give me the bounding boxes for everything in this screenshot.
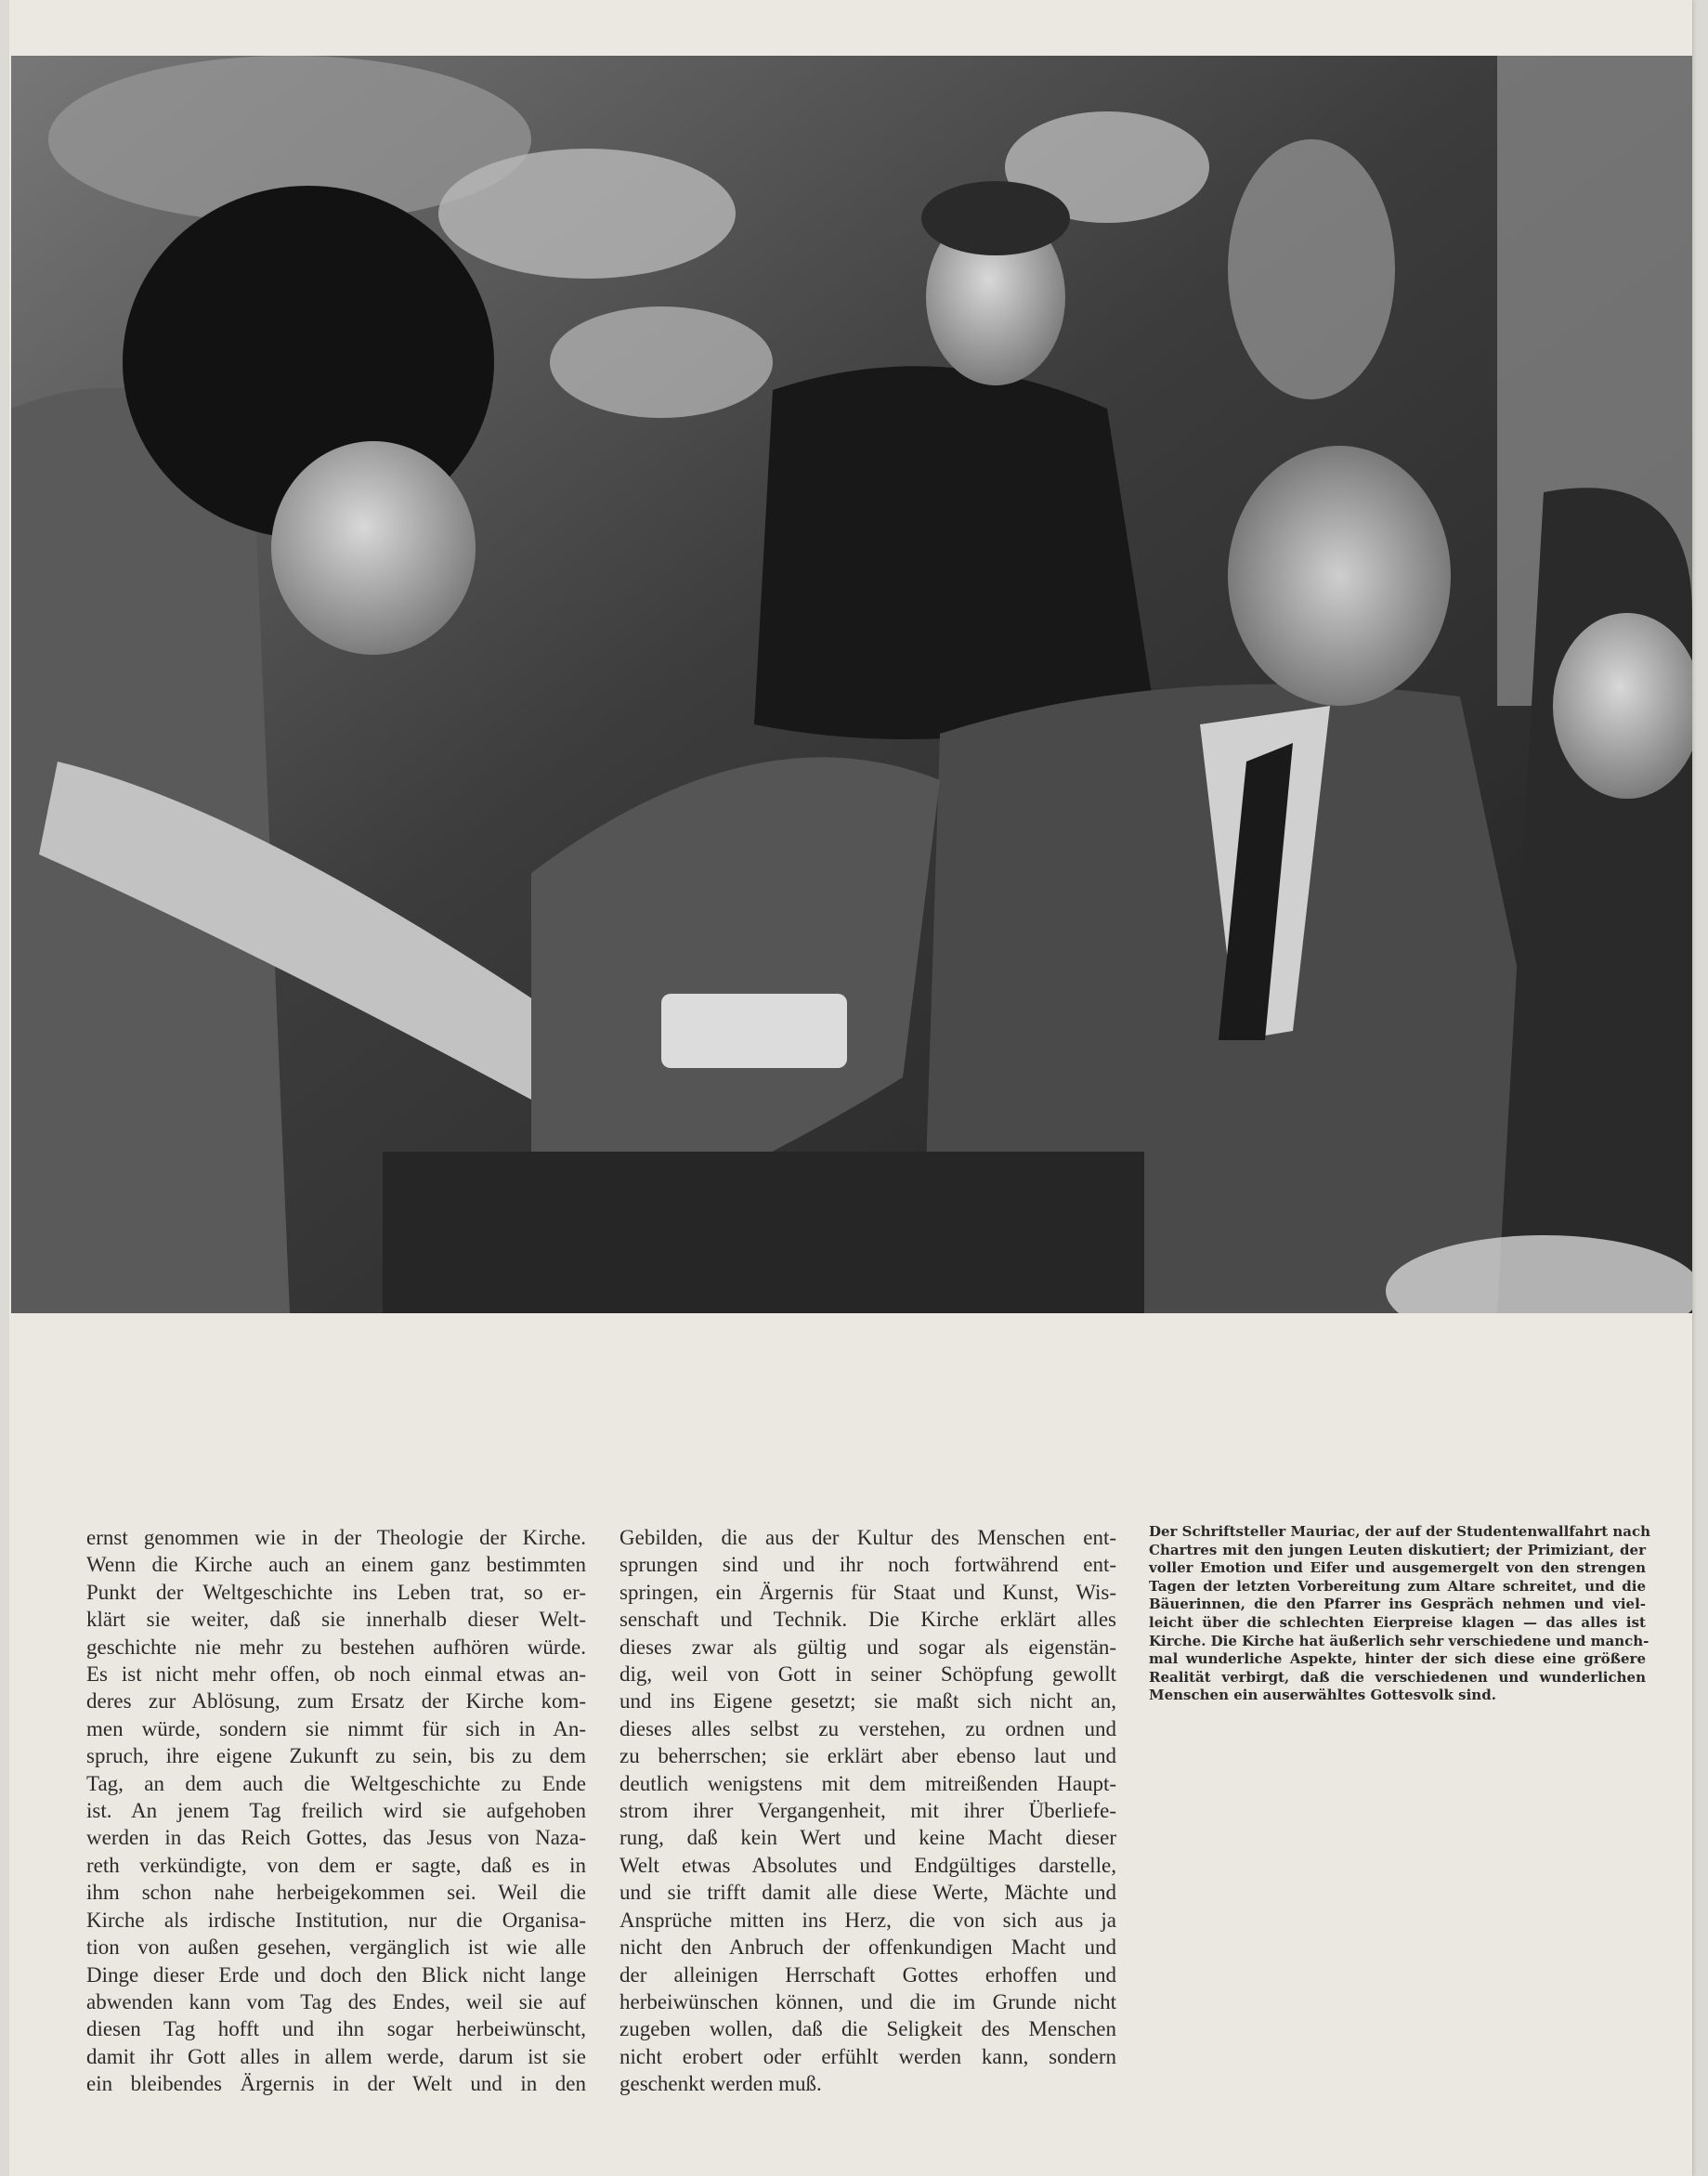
text-line: reth verkündigte, von dem er sagte, daß es in <box>86 1853 586 1877</box>
text-line: springen, ein Ärgernis für Staat und Kunst, Wis- <box>619 1580 1116 1604</box>
text-line: dig, weil von Gott in seiner Schöpfung gewollt <box>619 1662 1116 1687</box>
text-line: abwenden kann vom Tag des Endes, weil sie auf <box>86 1989 586 2013</box>
caption-line: Realität verbirgt, daß die verschiedenen und wunderlichen <box>1149 1668 1646 1686</box>
text-line: und ins Eigene gesetzt; sie maßt sich nicht an, <box>619 1689 1116 1713</box>
caption-line: voller Emotion und Eifer und ausgemergelt von den strengen <box>1149 1559 1646 1577</box>
text-line: strom ihrer Vergangenheit, mit ihrer Überliefe- <box>619 1799 1116 1823</box>
text-line: dieses alles selbst zu verstehen, zu ordnen und <box>619 1716 1116 1740</box>
text-line: der alleinigen Herrschaft Gottes erhoffen und <box>619 1962 1116 1987</box>
text-line: ihm schon nahe herbeigekommen sei. Weil die <box>86 1881 586 1905</box>
text-line: Gebilden, die aus der Kultur des Menschen ent- <box>619 1526 1116 1549</box>
text-line: sprungen sind und ihr noch fortwährend ent- <box>619 1553 1116 1577</box>
text-line: Ansprüche mitten ins Herz, die von sich aus ja <box>619 1908 1116 1932</box>
caption-line: Tagen der letzten Vorbereitung zum Altare schreitet, und die <box>1149 1577 1646 1595</box>
text-line: werden in das Reich Gottes, das Jesus von Naza- <box>86 1826 586 1850</box>
text-line: deres zur Ablösung, zum Ersatz der Kirche kom- <box>86 1689 586 1713</box>
caption-line: mal wunderliche Aspekte, hinter der sich diese eine größere <box>1149 1650 1646 1668</box>
text-line: rung, daß kein Wert und keine Macht dieser <box>619 1826 1116 1850</box>
caption-line: Der Schriftsteller Mauriac, der auf der Studentenwallfahrt nach <box>1149 1523 1651 1540</box>
text-line: tion von außen gesehen, vergänglich ist wie alle <box>86 1935 586 1960</box>
caption-line: Chartres mit den jungen Leuten diskutiert; der Primiziant, der <box>1149 1541 1646 1558</box>
text-line: ein bleibendes Ärgernis in der Welt und in den <box>86 2072 586 2096</box>
text-line: deutlich wenigstens mit dem mitreißenden Haupt- <box>619 1771 1116 1795</box>
text-column-2 <box>619 1524 1116 2098</box>
text-line: Tag, an dem auch die Weltgeschichte zu Ende <box>86 1771 586 1795</box>
text-line: nicht den Anbruch der offenkundigen Macht und <box>619 1935 1116 1960</box>
text-line: klärt sie weiter, daß sie innerhalb dieser Welt- <box>86 1608 586 1632</box>
text-line: zu beherrschen; sie erklärt aber ebenso laut und <box>619 1744 1116 1768</box>
text-line: senschaft und Technik. Die Kirche erklärt alles <box>619 1608 1116 1632</box>
text-line: Kirche als irdische Institution, nur die Organisa- <box>86 1908 586 1932</box>
text-line: nicht erobert oder erfühlt werden kann, sondern <box>619 2044 1116 2068</box>
caption-line: leicht über die schlechten Eierpreise klagen — das alles ist <box>1149 1613 1646 1631</box>
caption-line: Kirche. Die Kirche hat äußerlich sehr verschiedene und manch- <box>1149 1632 1649 1649</box>
text-line: zugeben wollen, daß die Seligkeit des Menschen <box>619 2017 1116 2041</box>
text-line: dieses zwar als gültig und sogar als eigenstän- <box>619 1635 1116 1659</box>
text-line: men würde, sondern sie nimmt für sich in An- <box>86 1716 586 1740</box>
text-line: ernst genommen wie in der Theologie der Kirche. <box>86 1526 586 1549</box>
text-line: Dinge dieser Erde und doch den Blick nicht lange <box>86 1962 586 1987</box>
photo-caption <box>1149 1523 1651 1705</box>
text-line: geschenkt werden muß. <box>619 2072 822 2096</box>
photograph <box>11 56 1692 1313</box>
text-line: damit ihr Gott alles in allem werde, darum ist sie <box>86 2044 586 2068</box>
text-line: diesen Tag hofft und ihn sogar herbeiwünscht, <box>86 2017 586 2041</box>
caption-line: Menschen ein auserwähltes Gottesvolk sind. <box>1149 1687 1496 1704</box>
text-line: Punkt der Weltgeschichte ins Leben trat, so er- <box>86 1580 586 1604</box>
photograph-icon <box>11 56 1692 1313</box>
text-line: geschichte nie mehr zu bestehen aufhören würde. <box>86 1635 586 1659</box>
text-line: Wenn die Kirche auch an einem ganz bestimmten <box>86 1553 586 1577</box>
text-line: spruch, ihre eigene Zukunft zu sein, bis zu dem <box>86 1744 586 1768</box>
text-line: Es ist nicht mehr offen, ob noch einmal etwas an- <box>86 1662 586 1687</box>
text-column-1 <box>86 1524 586 2098</box>
text-line: und sie trifft damit alle diese Werte, Mächte und <box>619 1881 1116 1905</box>
text-line: Welt etwas Absolutes und Endgültiges darstelle, <box>619 1853 1116 1877</box>
caption-line: Bäuerinnen, die den Pfarrer ins Gespräch nehmen und viel- <box>1149 1596 1646 1613</box>
text-line: herbeiwünschen können, und die im Grunde nicht <box>619 1989 1116 2013</box>
text-line: ist. An jenem Tag freilich wird sie aufgehoben <box>86 1799 586 1823</box>
